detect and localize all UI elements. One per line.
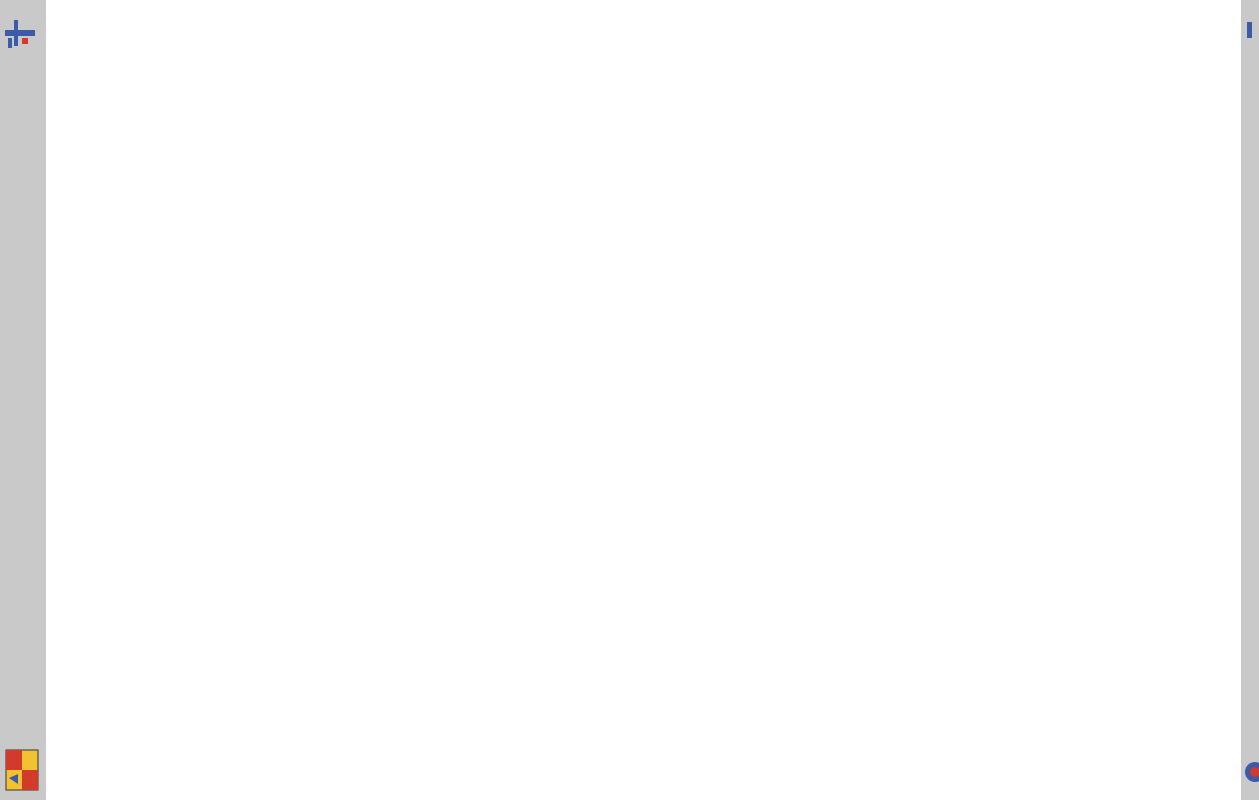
- library-stamp-icon: [2, 8, 42, 58]
- document-page: [46, 0, 1241, 800]
- scroll-marker-icon: [1241, 18, 1259, 58]
- corner-logo-icon: [1241, 752, 1259, 792]
- coat-of-arms-icon: [4, 748, 40, 792]
- main-text-block: [1145, 108, 1167, 748]
- right-viewer-margin: [1241, 0, 1259, 800]
- left-viewer-margin: [0, 0, 46, 800]
- rotated-page-content: [46, 0, 1241, 800]
